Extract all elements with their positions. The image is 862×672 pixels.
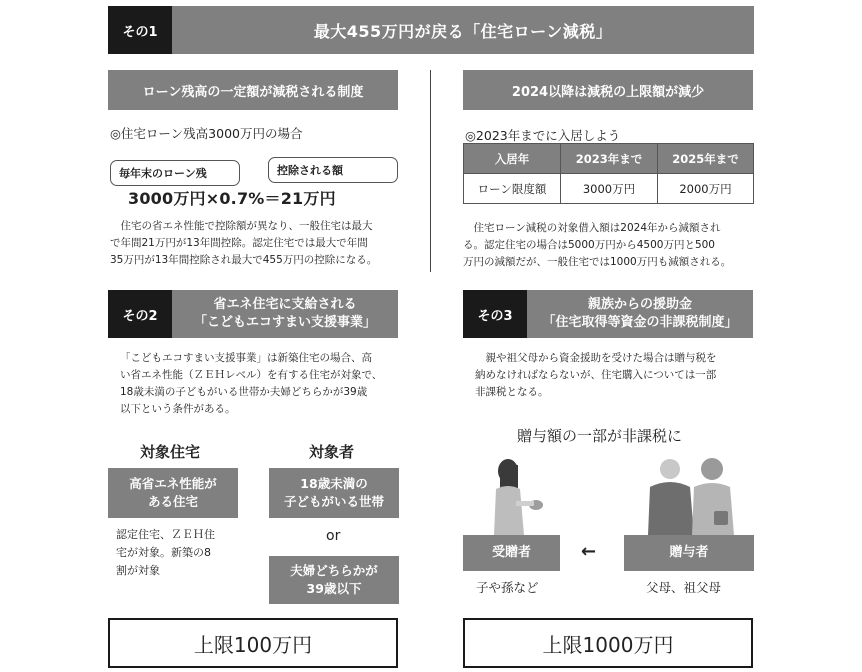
table-cell: ローン限度額 [464,174,561,204]
section-divider [430,70,431,272]
section3-title: 親族からの援助金 「住宅取得等資金の非課税制度」 [527,290,753,338]
bubble-loan-balance: 毎年末のローン残 [110,160,240,186]
section3-body: 親や祖父母から資金援助を受けた場合は贈与税を 納めなければならないが、住宅購入については一部 非課税となる。 [475,352,717,398]
target-person-heading: 対象者 [309,443,355,461]
table-header-row [464,144,754,174]
banner-title: 最大455万円が戻る「住宅ローン減税」 [313,21,613,41]
section2-tag: その2 [108,290,172,338]
house-note: 認定住宅、ＺＥＨ住 宅が対象。新築の8 割が対象 [116,528,215,577]
donor-label: 贈与者 [624,535,754,571]
table-header: 2025年まで [658,144,754,174]
loan-limit-table [463,143,754,204]
table-cell: 2000万円 [658,174,754,204]
table-header: 入居年 [464,144,561,174]
loan-example-lead: ◎住宅ローン残高3000万円の場合 [110,126,303,141]
reduction-body: 住宅ローン減税の対象借入額は2024年から減額され る。認定住宅の場合は5000万円から4500万円と500 万円の減額だが、一般住宅では1000万円も減額される。 [463,222,732,268]
target-house-heading: 対象住宅 [140,443,201,461]
recipient-illustration [478,455,558,535]
section2-body: 「こどもエコすまい支援事業」は新築住宅の場合、高 い省エネ性能（ＺＥＨレベル）を有する住宅が対象で、 18歳未満の子どもがいる世帯か夫婦どちらかが39歳 以下という条件がある。 [120,352,383,415]
top-banner [108,6,754,54]
child-household-box: 18歳未満の 子どもがいる世帯 [269,468,399,518]
section3-tag: その3 [463,290,527,338]
eco-subsidy-limit: 上限100万円 [108,618,398,668]
or-label: or [326,528,341,544]
table-header: 2023年まで [561,144,658,174]
loan-deduction-heading: ローン残高の一定額が減税される制度 [108,70,398,110]
arrow-icon: ← [581,541,597,562]
reduction-lead: ◎2023年までに入居しよう [465,128,621,143]
recipient-sub: 子や孫など [476,580,539,595]
house-condition-box: 高省エネ性能が ある住宅 [108,468,238,518]
section2-title: 省エネ住宅に支給される 「こどもエコすまい支援事業」 [172,290,398,338]
deduction-formula: 3000万円×0.7%＝21万円 [128,189,336,208]
donor-illustration [640,455,740,535]
loan-deduction-body: 住宅の省エネ性能で控除額が異なり、一般住宅は最大 で年間21万円が13年間控除。認定住宅では最大で年間 35万円が13年間控除され最大で455万円の控除になる。 [110,220,378,266]
bubble-deduction-amount: 控除される額 [268,157,398,183]
table-cell: 3000万円 [561,174,658,204]
donor-sub: 父母、祖父母 [646,580,722,595]
table-row [464,174,754,204]
reduction-heading: 2024以降は減税の上限額が減少 [463,70,753,110]
banner-tag: その1 [108,6,172,54]
gift-caption: 贈与額の一部が非課税に [517,427,683,445]
young-couple-box: 夫婦どちらかが 39歳以下 [269,556,399,604]
gift-tax-limit: 上限1000万円 [463,618,753,668]
recipient-label: 受贈者 [463,535,560,571]
